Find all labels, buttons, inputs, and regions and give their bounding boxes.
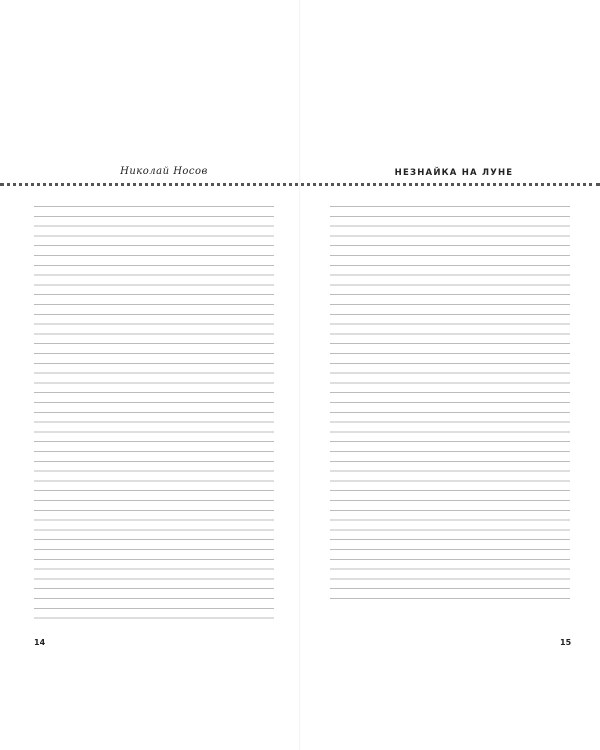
- running-head-title: НЕЗНАЙКА НА ЛУНЕ: [385, 168, 523, 178]
- left-page-text-column: [34, 200, 274, 620]
- page-number-left: 14: [34, 638, 46, 647]
- right-paragraph-placeholder: [330, 200, 570, 600]
- running-head-author: Николай Носов: [95, 166, 233, 177]
- left-paragraph-placeholder: [34, 200, 274, 620]
- header-dotted-rule: [0, 183, 600, 186]
- book-gutter: [299, 0, 301, 750]
- page-number-right: 15: [560, 638, 572, 647]
- right-page-text-column: [330, 200, 570, 600]
